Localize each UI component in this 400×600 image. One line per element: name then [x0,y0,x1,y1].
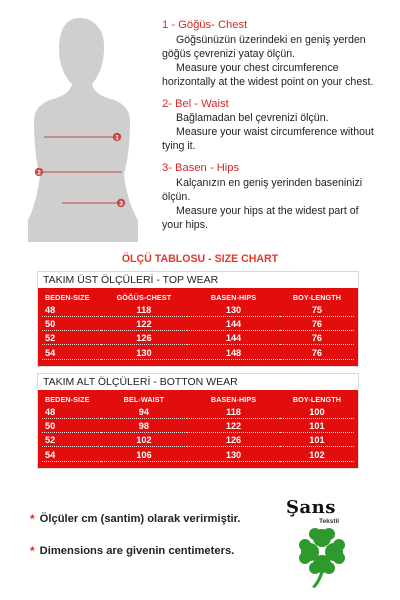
hips-instruction-line: Measure your hips at the widest part of [176,205,359,218]
size-chart-heading: ÖLÇÜ TABLOSU - SIZE CHART [121,253,279,265]
chest-instruction-line: Göğsünüzün üzerindeki en geniş yerden [176,33,366,46]
chest-cell: 126 [101,333,188,345]
hips-cell: 148 [187,348,280,360]
column-header: BOY-LENGTH [292,293,341,302]
chest-instruction-title: 1 - Göğüs- Chest [162,19,248,31]
length-cell: 75 [280,305,354,317]
note-marker: * [30,544,35,558]
hips-instruction-line: ölçün. [162,191,191,204]
hips-cell: 130 [187,450,280,462]
hips-cell: 144 [187,319,280,331]
brand-logo [286,497,356,587]
top-wear-grid [38,288,358,366]
table-row [42,304,354,318]
size-cell: 52 [42,435,101,447]
bottom-wear-grid [38,390,358,468]
hips-instruction-line: your hips. [162,219,208,232]
hips-cell: 130 [187,305,280,317]
column-header: BEDEN-SIZE [45,293,90,302]
waist-cell: 102 [101,435,188,447]
size-cell: 50 [42,421,101,433]
waist-instruction [162,97,396,155]
size-cell: 54 [42,348,101,360]
top-wear-table [37,271,359,367]
size-cell: 48 [42,407,101,419]
bottom-wear-title: TAKIM ALT ÖLÇÜLERİ - BOTTON WEAR [43,376,238,388]
brand-subtitle: Tekstil [319,518,340,525]
note-text: Ölçüler cm (santim) olarak verirmiştir. [39,513,241,525]
waist-cell: 98 [101,421,188,433]
length-cell: 101 [280,435,354,447]
chest-instruction [162,18,396,90]
size-cell: 52 [42,333,101,345]
hips-instruction [162,161,396,233]
column-header: BEDEN-SIZE [45,395,90,404]
note-units-en [30,540,290,562]
size-cell: 50 [42,319,101,331]
length-cell: 101 [280,421,354,433]
table-row [42,406,354,420]
chest-instruction-line: horizontally at the widest point on your chest. [162,75,374,88]
measurement-instructions [162,18,396,240]
hips-cell: 126 [187,435,280,447]
chest-cell: 118 [101,305,188,317]
column-header: BOY-LENGTH [292,395,341,404]
column-header: BASEN-HIPS [210,293,257,302]
hips-instruction-line: Kalçanızın en geniş yerinden baseninizi [176,177,363,190]
length-cell: 102 [280,450,354,462]
table-row [42,449,354,463]
length-cell: 76 [280,348,354,360]
table-header-row [42,393,354,406]
clover-icon [298,525,346,589]
table-row [42,318,354,332]
chest-cell: 130 [101,348,188,360]
top-wear-title: TAKIM ÜST ÖLÇÜLERİ - TOP WEAR [43,274,219,286]
waist-cell: 94 [101,407,188,419]
brand-name: Şans [286,497,336,518]
note-units-tr [30,508,290,530]
chest-instruction-line: göğüs çevrenizi yatay ölçün. [162,47,296,60]
size-cell: 48 [42,305,101,317]
measurement-notes [30,508,290,572]
body-silhouette-shape [28,18,138,242]
hips-marker-label: 3 [119,200,123,208]
table-row [42,332,354,346]
note-marker: * [30,512,35,526]
waist-cell: 106 [101,450,188,462]
hips-cell: 122 [187,421,280,433]
waist-instruction-title: 2- Bel - Waist [162,97,229,110]
body-silhouette [22,14,142,242]
waist-instruction-line: Bağlamadan bel çevrenizi ölçün. [176,112,329,125]
hips-instruction-title: 3- Basen - Hips [162,162,240,175]
hips-cell: 144 [187,333,280,345]
column-header: BEL-WAIST [123,395,165,404]
column-header: BASEN-HIPS [210,395,257,404]
size-cell: 54 [42,450,101,462]
hips-cell: 118 [187,407,280,419]
waist-instruction-line: Measure your waist circumference without [176,126,374,139]
bottom-wear-table [37,373,359,469]
note-text: Dimensions are givenin centimeters. [39,545,235,557]
length-cell: 76 [280,333,354,345]
length-cell: 76 [280,319,354,331]
table-row [42,434,354,448]
table-row [42,420,354,434]
chest-marker-label: 1 [115,134,119,142]
waist-marker-label: 2 [37,169,41,177]
column-header: GÖĞÜS-CHEST [116,293,172,302]
table-header-row [42,291,354,304]
table-row [42,347,354,361]
length-cell: 100 [280,407,354,419]
chest-instruction-line: Measure your chest circumference [176,61,339,74]
waist-instruction-line: tying it. [162,140,196,153]
chest-cell: 122 [101,319,188,331]
